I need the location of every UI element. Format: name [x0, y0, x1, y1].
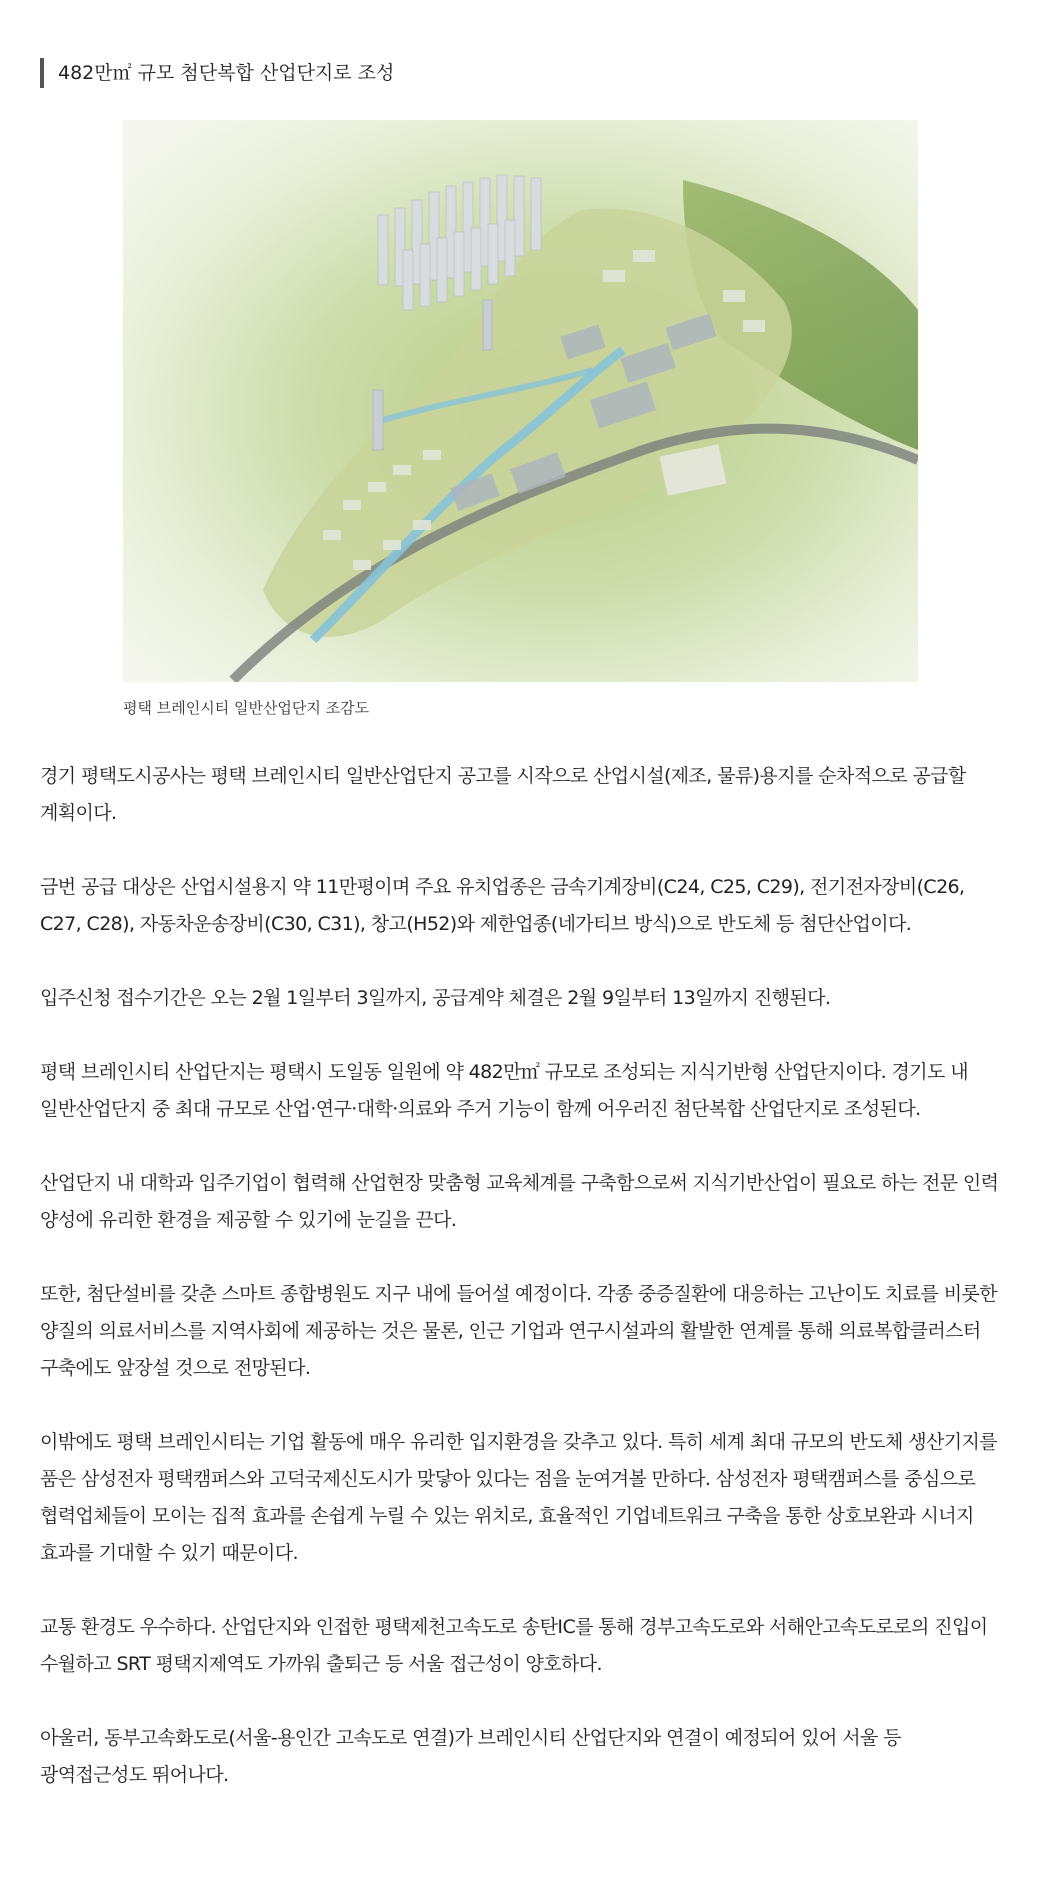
paragraph: 이밖에도 평택 브레인시티는 기업 활동에 매우 유리한 입지환경을 갖추고 있다. 특히 세계 최대 규모의 반도체 생산기지를 품은 삼성전자 평택캠퍼스와 고덕국제신도시가 맞닿아 있다는 점을 눈여겨볼 만하다. 삼성전자 평택캠퍼스를 중심으로 협력업체들이 모이는 집적 효과를 손쉽게 누릴 수 있는 위치로, 효율적인 기업네트워크 구축을 통한 상호보완과 시너지 효과를 기대할 수 있기 때문이다. — [40, 1431, 997, 1564]
paragraph: 또한, 첨단설비를 갖춘 스마트 종합병원도 지구 내에 들어설 예정이다. 각종 중증질환에 대응하는 고난이도 치료를 비롯한 양질의 의료서비스를 지역사회에 제공하는 것은 물론, 인근 기업과 연구시설과의 활발한 연계를 통해 의료복합클러스터 구축에도 앞장설 것으로 전망된다. — [40, 1283, 997, 1379]
aerial-rendering-image — [123, 120, 918, 682]
paragraph: 평택 브레인시티 산업단지는 평택시 도일동 일원에 약 482만㎡ 규모로 조성되는 지식기반형 산업단지이다. 경기도 내 일반산업단지 중 최대 규모로 산업·연구·대학·의료와 주거 기능이 함께 어우러진 첨단복합 산업단지로 조성된다. — [40, 1061, 968, 1120]
figure-caption: 평택 브레인시티 일반산업단지 조감도 — [123, 699, 370, 717]
article-body — [40, 758, 1008, 1831]
paragraph: 금번 공급 대상은 산업시설용지 약 11만평이며 주요 유치업종은 금속기계장비(C24, C25, C29), 전기전자장비(C26, C27, C28), 자동차운송장비(C30, C31), 창고(H52)와 제한업종(네가티브 방식)으로 반도체 등 첨단산업이다. — [40, 876, 965, 935]
paragraph: 아울러, 동부고속화도로(서울-용인간 고속도로 연결)가 브레인시티 산업단지와 연결이 예정되어 있어 서울 등 광역접근성도 뛰어나다. — [40, 1727, 901, 1786]
paragraph: 산업단지 내 대학과 입주기업이 협력해 산업현장 맞춤형 교육체계를 구축함으로써 지식기반산업이 필요로 하는 전문 인력 양성에 유리한 환경을 제공할 수 있기에 눈길을 끈다. — [40, 1172, 999, 1231]
section-subheading: 482만㎡ 규모 첨단복합 산업단지로 조성 — [40, 58, 394, 88]
paragraph: 교통 환경도 우수하다. 산업단지와 인접한 평택제천고속도로 송탄IC를 통해 경부고속도로와 서해안고속도로로의 진입이 수월하고 SRT 평택지제역도 가까워 출퇴근 등 서울 접근성이 양호하다. — [40, 1616, 988, 1675]
paragraph: 입주신청 접수기간은 오는 2월 1일부터 3일까지, 공급계약 체결은 2월 9일부터 13일까지 진행된다. — [40, 987, 831, 1009]
paragraph: 경기 평택도시공사는 평택 브레인시티 일반산업단지 공고를 시작으로 산업시설(제조, 물류)용지를 순차적으로 공급할 계획이다. — [40, 765, 966, 824]
